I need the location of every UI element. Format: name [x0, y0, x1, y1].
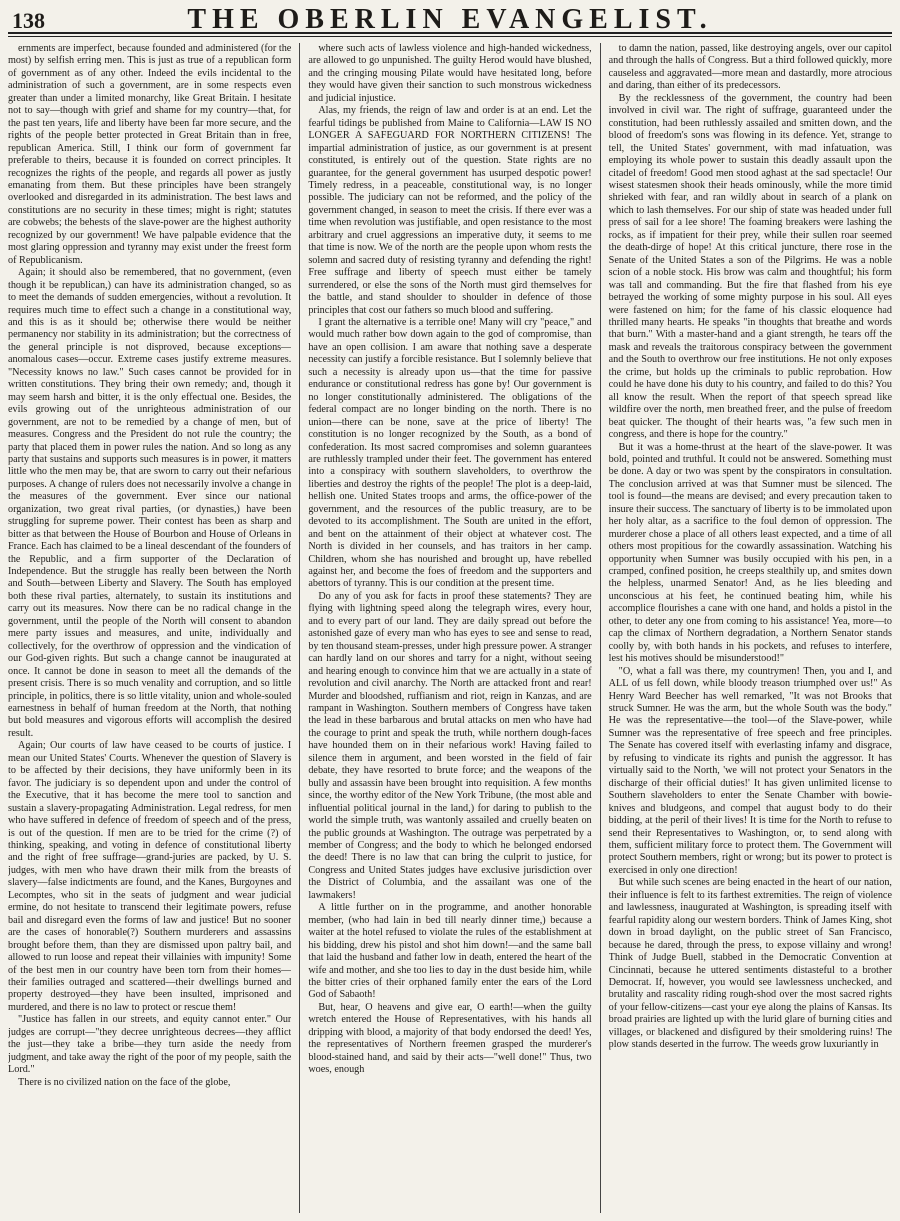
paragraph: There is no civilized nation on the face of the globe, [18, 1076, 231, 1088]
paragraph: Alas, my friends, the reign of law and order is at an end. Let the fearful tidings be published from Maine to California—LAW IS NO LONGER A SAFEGUARD FOR NORTHERN CITIZENS! The impartial administration of justice, as our government is at present constituted, is entirely out of the question. State rights are no guarantee, for the general government has usurped despotic power! Timely redress, in a peaceable, constitutional way, is no longer possible. The judiciary can not be reformed, and the policy of the government changed, in season to meet the crisis. If there ever was a time when revolution was justifiable, and open resistance to the most arbitrary and cruel aggressions an imperative duty, it seems to me that time is now. We of the north are the people upon whom rests the solemn and sacred duty of resisting tyranny and defending the right! Free suffrage and liberty of speech must either be tamely surrendered, or else the sons of the North must gird themselves for the battle, and stand shoulder to shoulder in defence of those principles that cost our fathers so much blood and suffering. [308, 105, 592, 316]
paragraph: I grant the alternative is a terrible one! Many will cry "peace," and would much rather bow down again to the god of compromise, than have an open collision. I am aware that nothing save a desperate necessity can justify a forcible resistance. But I solemnly believe that such a necessity is already upon us—that the time for passive endurance or constitutional redress has gone by! Our government is no longer constitutionally administered. The obligations of the federal compact are no longer binding on the north. There is no union—there can be none, save at the price of liberty! The constitution is no longer recognized by the South, as a bond of confederation. Its most sacred compromises and solemn guarantees are ruthlessly trampled under their feet. The government has entered into a conspiracy with southern slaveholders, to overthrow the liberties and destroy the rights of the people! The plot is a deep-laid, hellish one. United States troops and arms, the office-power of the government, and the resources of the public treasury, are to be devoted to its accomplishment. The South are united in the effort, and bent on the attainment of their object at whatever cost. The North is divided in her counsels, and has traitors in her camp. Children, whom she has nourished and brought up, have rebelled against her, and become the foes of freedom and the supporters and abettors of tyranny. This is our condition at the present time. [308, 316, 592, 590]
paragraph: ernments are imperfect, because founded and administered (for the most) by selfish erring men. This is just as true of a republican form of government as of any other. Indeed the evils incidental to the administration of such a government, are in some respects even greater than under a limited monarchy, like Great Britain. I hesitate not to say—though with grief and shame for my country—that, for the past ten years, life and liberty have been far more secure, and the rights of the people better protected in Great Britain than in free, republican America. Still, I think our form of government far preferable to theirs, because it is founded on correct principles. It recognizes the rights of the people, and regards all power as justly emanating from them. But these principles have been strangely overlooked and disregarded in its administration. The best laws and constitutions are no security in these times; might is right; statutes are cobwebs; the behests of the slave-power are the highest authority recognized by our government! We have palpable evidence that the most glaring oppression and tyranny may exist under the freest form of Republicanism. [8, 43, 292, 266]
paragraph: "O, what a fall was there, my countrymen! Then, you and I, and ALL of us fell down, while bloody treason triumphed over us!" As Henry Ward Beecher has well remarked, "It was not Brooks that struck Sumner. He was the arm, but the whole South was the body." He was the representative—the tool—of the Slave-power, while Sumner was the representative of free speech and free principles. The Senate has covered itself with everlasting infamy and disgrace, by refusing to vindicate its rights and punish the aggressor. It has virtually said to the North, 'we will not protect your Senators in the discharge of their official duties!' It has given unlimited license to Southern slaveholders to enter the Senate Chamber with bowie-knives and bludgeons, and compel that august body to do their bidding, at the peril of their lives! It is time for the North to refuse to send their Representatives to Washington, or, to send along with them, sufficient military force to protect them. The Government will protect Southern members, right or wrong; but its power to protect is exercised in only one direction! [608, 665, 892, 876]
column-3 [609, 43, 892, 1213]
publication-title: THE OBERLIN EVANGELIST. [187, 4, 713, 35]
paragraph: "Justice has fallen in our streets, and equity cannot enter." Our judges are corrupt—"they decree unrighteous decrees—they afflict the just—they take a bribe—they turn aside the needy from judgment, and take away the right of the poor of my people, saith the Lord." [8, 1014, 292, 1076]
column-1 [8, 43, 291, 1213]
column-divider [299, 43, 300, 1213]
paragraph: Again; Our courts of law have ceased to be courts of justice. I mean our United States' Courts. Whenever the question of Slavery is to be affected by their decisions, they have uniformly been in its favor. The judiciary is so dependent upon and under the control of the Executive, that it has become the mere tool to sanction and sustain a slavery-propagating Administration. Legal redress, for men who have suffered in defence of freedom of speech and of the press, is out of the question. If men are to be tried for the crime (?) of thinking, speaking, and voting in defence of constitutional liberty and the right of free suffrage—grand-juries are packed, by U. S. judges, with men who have drawn their milk from the breasts of slavery—false indictments are found, and the Kanes, Burgoynes and Lecomptes, who sit in the seats of judgment and wear judicial ermine, do not hesitate to transcend their legitimate powers, refuse bail and disregard even the forms of law and justice! But no sooner are the cases of honorable(?) Southern murderers and assassins brought before them, than they are dismissed upon paltry bail, and allowed to run loose and repeat their villainies with impunity! Some of the best men in our country have been torn from their homes—their families outraged and scattered—their dwellings burned and property destroyed—they have been insulted, imprisoned and murdered, and there is no law to protect or rescue them! [8, 740, 292, 1013]
column-divider [600, 43, 601, 1213]
column-2 [308, 43, 591, 1213]
paragraph: Do any of you ask for facts in proof these statements? They are flying with lightning speed along the telegraph wires, every hour, and to every part of our land. They are daily spread out before the astonished gaze of every man who has eyes to see and sense to read, by ten thousand steam-presses, under high pressure power. A stranger can hardly land on our shores and tarry for a night, without seeing and hearing enough to convince him that we are actually in a state of revolution and civil anarchy. The North are attacked front and rear! Murder and bloodshed, ruffianism and riot, reign in Kanzas, and are rampant in Washington. Southern members of Congress have taken the lead in these barbarous and brutal attacks on men who have had the courage to print and speak the truth, while northern dough-faces have hounded them on in their nefarious work! Having failed to silence them in argument, and been worsted in the field of fair debate, they have resorted to brute force; and the weapons of the bully and assassin have been brought into requisition. A few months since, the worthy editor of the New York Tribune, (the most able and influential political journal in the land,) for daring to publish to the world the simple truth, was wantonly assailed and cruelly beaten on the public grounds at Washington. The outrage was perpetrated by a member of Congress; and the body to which he belonged endorsed the deed! There is no law that can bring the culprit to justice, for Congress and United States judges have exclusive jurisdiction over the District of Columbia, and the assailant was one of the lawmakers! [308, 590, 592, 901]
paragraph: A little further on in the programme, and another honorable member, (who had lain in bed till nearly dinner time,) because a waiter at the hotel refused to violate the rules of the establishment at his bidding, drew his pistol and shot him down!—and the same ball that laid the husband and father low in death, entered the heart of the wife and mother, and she too lies to day in the dust beside him, while the bitter cries of their orphaned family enter the ears of the Lord God of Sabaoth! [308, 902, 592, 1001]
paragraph: But it was a home-thrust at the heart of the slave-power. It was bold, pointed and truthful. It could not be answered. Something must be done. A day or two was spent by the conspirators in consultation. The conclusion arrived at was that Sumner must be silenced. The tool is found—the means are devised; and every precaution taken to insure their success. The sanctuary of liberty is to be immolated upon her holy altar, as a sacrifice to the foul demon of oppression. The murderer chose a place of all others least expected, and a time of all others most propitious for the cowardly assassination. Watching his opportunity when Sumner was busily occupied with his pen, in a cramped, confined position, he creeps stealthily up, and smites down the helpless, unarmed Senator! And, as he lies bleeding and unconscious at his feet, he continued beating him, while his accomplice flourishes a cane with one hand, and holds a pistol in the other, to deter any one from coming to his assistance! Yea, more—to cap the climax of Northern degradation, a Northern Senator stands coolly by, with both hands in his pockets, and refuses to interfere, lest his motives should be misunderstood!" [608, 441, 892, 665]
paragraph: Again; it should also be remembered, that no government, (even though it be republican,) can have its administration changed, so as to meet the demands of sudden emergencies, without a revolution. It requires much time to effect such a change in a constitutional way, and this is as it should be; otherwise there would be neither permanency nor stability in its administration; but the correctness of the general principle is not disproved, because exceptions—anomalous cases—occur. Extreme cases justify extreme measures. "Necessity knows no law." Such cases cannot be provided for in written constitutions. They bring their own remedy; and, though it may seem harsh and bitter, it is the only effectual one. Besides, the evils growing out of the unrighteous administration of our government, are not to be remedied by a change of men, but of measures. Congress and the President do not rule the country; the party that placed them in power rules the nation. And so long as any party that sustains and supports such measures is in power, it matters little who the men may be, that are sworn to carry out their nefarious purposes. A change of rulers does not necessarily involve a change in the measures of the government. Ever since our national organization, two great rival parties, (or dynasties,) have been struggling for supreme power. Their contest has been as sharp and bitter as that between the House of Bourbon and House of Orleans in France. Each has claimed to be a lineal descendant of the founders of the Republic, and a firm supporter of the Declaration of Independence. But the struggle has really been between the North and South—between Liberty and Slavery. The South has employed both these rival parties, alternately, to sustain its institutions and carry out its measures. Now there can be no radical change in the government, until the people of the North will consent to abandon mere party issues and measures, and unite, individually and collectively, for the overthrow of oppression and the vindication of our God-given rights. But such a change cannot be inaugurated at once. It cannot be done in season to meet all the demands of the present crisis. There is so much venality and corruption, and so little principle, in politics, there is so little vitality, union and whole-souled earnestness in behalf of human freedom at the North, that nothing but bold measures and vigorous efforts will accomplish the desired result. [8, 267, 292, 739]
paragraph: But, hear, O heavens and give ear, O earth!—when the guilty wretch entered the House of Representatives, with his hands all dripping with blood, a majority of that body endorsed the deed! Yes, the representatives of Northern freemen grasped the murderer's blood-stained hand, and said by their acts—"well done!" Thus, two woes, enough [308, 1001, 592, 1076]
paragraph: By the recklessness of the government, the country had been involved in civil war. The right of suffrage, guaranteed under the constitution, had been ruthlessly assailed and smitten down, and the blood of freedom's sons was flowing in its defence. Yet, strange to tell, the United States' government, with mad infatuation, was employing its whole power to sustain this deadly assault upon the citadel of freedom! Good men stood aghast at the sad spectacle! Our wisest statesmen shook their heads ominously, while the more timid shrieked with fear, and ran wildly about in search of a plank on which to lash themselves. For our ship of state was headed under full press of sail for a lee shore! The foaming breakers were lashing the rocks, as if impatient for their prey, while their sullen roar seemed the death-dirge of hope! At this critical juncture, there rose in the Senate of the United States a son of the Pilgrims. He was a noble scion of a noble stock. His brow was calm and thoughtful; his form was tall and commanding. But the fire that flashed from his eye betrayed the working of some mighty purpose in his soul. All eyes were fastened on him; for the fame of his classic eloquence had thrilled many hearts. He speaks "in thoughts that breathe and words that burn." With a master-hand and a giant strength, he tears off the mask and reveals the traitorous conspiracy between the government and the South to overthrow our free institutions. He not only exposes the crime, but holds up the criminals to public reprobation. How could he have done his duty to his country, and failed to do this? You all know the result. When the report of that speech spread like wildfire over the north, men breathed freer, and the pulse of freedom beat quicker. The thought of their hearts was, "a few such men in congress, and there is hope for the country." [608, 92, 892, 441]
masthead-rule [8, 36, 892, 37]
page-number: 138 [12, 8, 45, 33]
article-columns [8, 43, 892, 1213]
paragraph: to damn the nation, passed, like destroying angels, over our capitol and through the halls of Congress. But a third followed quickly, more causeless and aggravated—more mean and dastardly, more atrocious and daring, than either of its predecessors. [608, 43, 892, 92]
paragraph: where such acts of lawless violence and high-handed wickedness, are allowed to go unpunished. The guilty Herod would have blushed, and the cringing mousing Pilate would have hesitated long, before they would have given their sanction to such monstrous wickedness and judicial injustice. [308, 43, 592, 104]
paragraph: But while such scenes are being enacted in the heart of our nation, their influence is felt to its farthest extremities. The reign of violence and lawlessness, inaugurated at Washington, is spreading itself with fearful rapidity along our western borders. Think of James King, shot down in broad daylight, on the public street of San Francisco, because he dared, through the press, to expose villainy and wrong! Think of Judge Buell, stabbed in the Democratic Convention at Cincinnati, because he uttered sentiments distasteful to a brother Democrat. If, however, you would see lawlessness unchecked, and brutality and rascality riding rough-shod over the most sacred rights of your fellow-citizens—cast your eye along the plains of Kansas. Its broad prairies are lighted up with the lurid glare of burning cities and villages, or blackened and disfigured by their smoldering ruins! The plow stands deserted in the furrow. The weeds grow luxuriantly in [608, 877, 892, 1051]
masthead [8, 4, 892, 34]
